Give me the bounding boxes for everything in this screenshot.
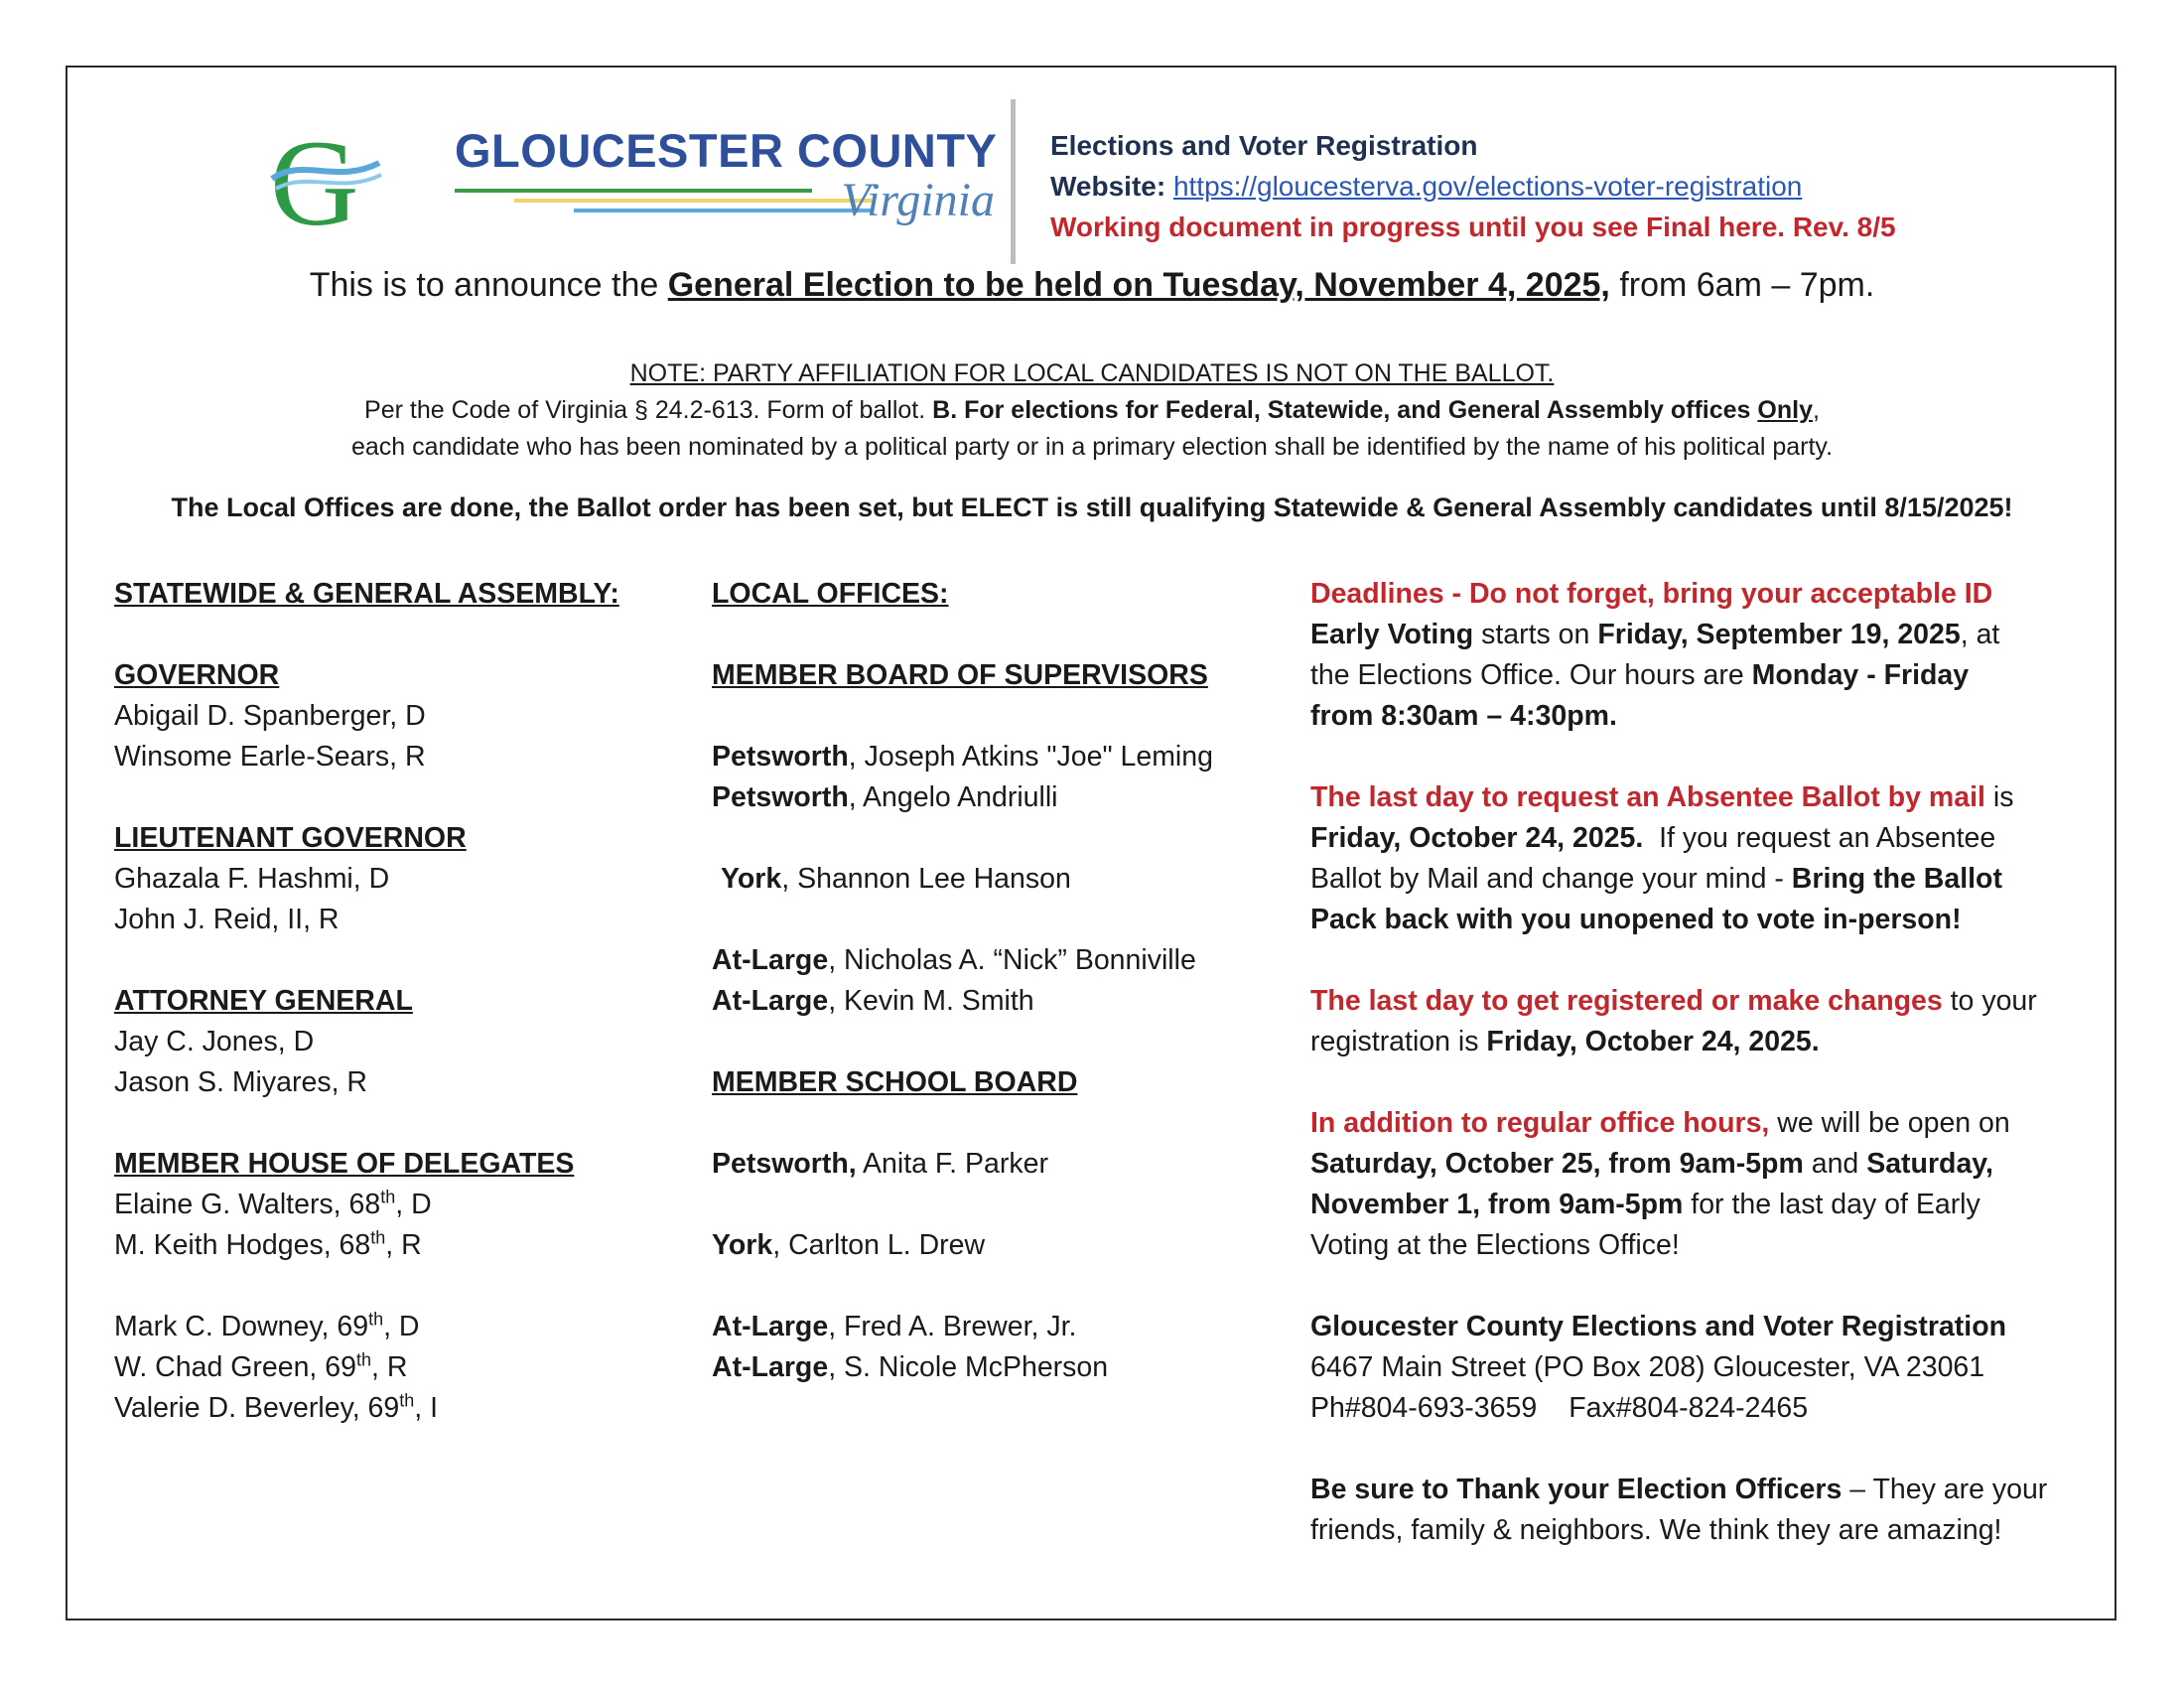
candidate: Petsworth, Angelo Andriulli: [712, 781, 1058, 813]
candidate: Petsworth, Anita F. Parker: [712, 1148, 1048, 1180]
attorney-general-title: ATTORNEY GENERAL: [114, 985, 413, 1017]
announce-date: General Election to be held on Tuesday, November 4, 2025,: [667, 266, 1610, 304]
party-affiliation-note: [0, 355, 2184, 466]
svg-text:G: G: [270, 123, 359, 232]
announce-pre: This is to announce the: [309, 266, 668, 304]
office-contact: [1050, 125, 1896, 247]
candidate: Abigail D. Spanberger, D: [114, 700, 426, 732]
deadlines-heading: Deadlines - Do not forget, bring your acceptable ID: [1310, 578, 1993, 610]
candidate: At-Large, Nicholas A. “Nick” Bonniville: [712, 944, 1196, 976]
registration-deadline-text: The last day to get registered or make changes to your: [1310, 985, 2037, 1017]
office-address-name: Gloucester County Elections and Voter Registration: [1310, 1311, 2007, 1342]
statewide-column: [114, 574, 670, 1429]
website-label: Website:: [1050, 171, 1173, 202]
candidate: Elaine G. Walters, 68th, D: [114, 1187, 432, 1220]
brand-subtitle: Virginia: [841, 174, 995, 226]
candidate: W. Chad Green, 69th, R: [114, 1349, 408, 1383]
thanks-text: Be sure to Thank your Election Officers – They are your: [1310, 1474, 2048, 1505]
candidate: York, Carlton L. Drew: [712, 1229, 986, 1261]
note-code-line: Per the Code of Virginia § 24.2-613. Form of ballot. B. For elections for Federal, Statewide, and General Assembly offices Only,: [364, 396, 1820, 424]
candidate: Ghazala F. Hashmi, D: [114, 863, 390, 895]
statewide-heading: STATEWIDE & GENERAL ASSEMBLY:: [114, 578, 619, 610]
candidate: M. Keith Hodges, 68th, R: [114, 1227, 422, 1261]
candidate: At-Large, Kevin M. Smith: [712, 985, 1034, 1017]
candidate: Jason S. Miyares, R: [114, 1066, 367, 1098]
header-divider: [1011, 99, 1016, 264]
local-column: [712, 574, 1307, 1388]
candidate: Mark C. Downey, 69th, D: [114, 1309, 420, 1342]
county-brand: [455, 123, 1001, 242]
supervisors-title: MEMBER BOARD OF SUPERVISORS: [712, 659, 1208, 691]
election-announcement: [0, 266, 2184, 305]
house-delegates-title: MEMBER HOUSE OF DELEGATES: [114, 1148, 575, 1180]
candidate: Winsome Earle-Sears, R: [114, 741, 426, 773]
note-party-line: each candidate who has been nominated by a political party or in a primary election shall be identified by the name of his political party.: [350, 433, 1834, 461]
lt-governor-title: LIEUTENANT GOVERNOR: [114, 822, 467, 854]
extra-hours-text: In addition to regular office hours, we will be open on: [1310, 1107, 2010, 1139]
office-phone-fax: Ph#804-693-3659 Fax#804-824-2465: [1310, 1392, 1809, 1424]
school-board-title: MEMBER SCHOOL BOARD: [712, 1066, 1078, 1098]
brand-stripes: [455, 183, 872, 222]
candidate: Petsworth, Joseph Atkins "Joe" Leming: [712, 741, 1213, 773]
candidate: York, Shannon Lee Hanson: [721, 863, 1071, 895]
candidate: At-Large, S. Nicole McPherson: [712, 1351, 1109, 1383]
office-name: Elections and Voter Registration: [1050, 130, 1478, 161]
candidate: At-Large, Fred A. Brewer, Jr.: [712, 1311, 1077, 1342]
website-link[interactable]: https://gloucesterva.gov/elections-voter-registration: [1172, 171, 1803, 202]
candidate: John J. Reid, II, R: [114, 904, 340, 935]
announce-hours: from 6am – 7pm.: [1609, 266, 1875, 304]
absentee-deadline-text: The last day to request an Absentee Ballot by mail is: [1310, 781, 2014, 813]
local-heading: LOCAL OFFICES:: [712, 578, 949, 610]
working-note: Working document in progress until you see Final here. Rev. 8/5: [1050, 211, 1896, 242]
county-logo-icon: [268, 123, 387, 232]
elect-notice: The Local Offices are done, the Ballot order has been set, but ELECT is still qualifying Statewide & General Assembly candidates until 8/15/2025!: [171, 492, 2013, 522]
brand-title: GLOUCESTER COUNTY: [455, 124, 998, 177]
early-voting-text: Early Voting starts on Friday, September 19, 2025, at: [1310, 619, 2000, 650]
note-title: NOTE: PARTY AFFILIATION FOR LOCAL CANDIDATES IS NOT ON THE BALLOT.: [629, 359, 1555, 387]
deadlines-column: Deadlines - Do not forget, bring your acceptable ID Early Voting starts on Friday, September 19, 2025, at the Elections Office. Our hours are Monday - Friday from 8:30am – 4:30pm. The last day to request an Absentee Ballot by mail is Friday, October 24, 2025. If you request an Absentee Ballot by Mail and change your mind - Bring the Ballot Pack back with you unopened to vote in-person! The last day to get registered or make changes to your registration is Friday, October 24, 2025. In addition to regular office hours, we will be open on Saturday, October 25, from 9am-5pm and Saturday, November 1, from 9am-5pm for the last day of Early Voting at the Elections Office! Gloucester County Elections and Voter Registration 6467 Main Street (PO Box 208) Gloucester, VA 23061 Ph#804-693-3659 Fax#804-824-2465 Be sure to Thank your Election Officers – They are your friends, family & neighbors. We think they are amazing!: [1310, 574, 2095, 1551]
candidate: Valerie D. Beverley, 69th, I: [114, 1390, 439, 1424]
office-address: 6467 Main Street (PO Box 208) Gloucester, VA 23061: [1310, 1351, 1985, 1383]
candidate: Jay C. Jones, D: [114, 1026, 315, 1057]
governor-title: GOVERNOR: [114, 659, 280, 691]
